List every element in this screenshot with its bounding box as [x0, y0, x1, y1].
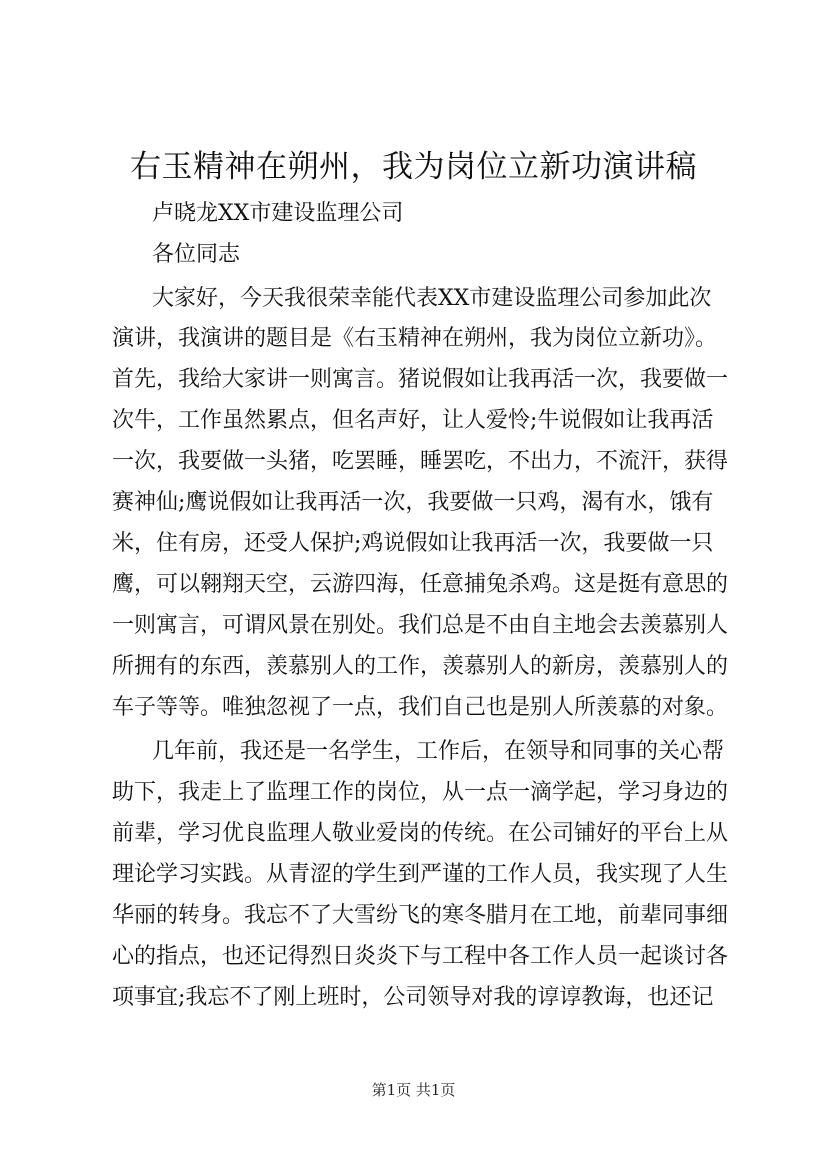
document-title: 右玉精神在朔州，我为岗位立新功演讲稿 — [130, 149, 697, 185]
paragraph-line: 米，住有房，还受人保护;鸡说假如让我再活一次，我要做一只 — [112, 531, 714, 556]
paragraph-line: 心的指点，也还记得烈日炎炎下与工程中各工作人员一起谈讨各 — [112, 944, 729, 969]
paragraph-line: 理论学习实践。从青涩的学生到严谨的工作人员，我实现了人生 — [112, 862, 729, 887]
paragraph-line: 项事宜;我忘不了刚上班时，公司领导对我的谆谆教诲，也还记 — [112, 985, 714, 1010]
paragraph-line: 华丽的转身。我忘不了大雪纷飞的寒冬腊月在工地，前辈同事细 — [112, 903, 729, 928]
paragraph-line: 一次，我要做一头猪，吃罢睡，睡罢吃，不出力，不流汗，获得 — [112, 449, 729, 474]
paragraph-line: 所拥有的东西，羡慕别人的工作，羡慕别人的新房，羡慕别人的 — [112, 654, 729, 679]
paragraph-line: 演讲，我演讲的题目是《右玉精神在朔州，我为岗位立新功》。 — [112, 326, 718, 351]
paragraph-line: 赛神仙;鹰说假如让我再活一次，我要做一只鸡，渴有水，饿有 — [112, 490, 714, 515]
paragraph-line: 前辈，学习优良监理人敬业爱岗的传统。在公司铺好的平台上从 — [112, 821, 729, 846]
greeting: 各位同志 — [152, 242, 241, 267]
paragraph-line: 助下，我走上了监理工作的岗位，从一点一滴学起，学习身边的 — [112, 780, 729, 805]
paragraph-line: 大家好，今天我很荣幸能代表XX市建设监理公司参加此次 — [152, 286, 712, 311]
paragraph-line: 一则寓言，可谓风景在别处。我们总是不由自主地会去羡慕别人 — [112, 613, 729, 638]
paragraph-line: 几年前，我还是一名学生，工作后，在领导和同事的关心帮 — [152, 739, 725, 764]
paragraph-line: 车子等等。唯独忽视了一点，我们自己也是别人所羡慕的对象。 — [112, 695, 729, 720]
page-footer: 第1页 共1页 — [371, 1081, 456, 1099]
paragraph-line: 次牛，工作虽然累点，但名声好，让人爱怜;牛说假如让我再活 — [112, 408, 714, 433]
paragraph-line: 鹰，可以翱翔天空，云游四海，任意捕兔杀鸡。这是挺有意思的 — [112, 572, 729, 597]
paragraph-line: 首先，我给大家讲一则寓言。猪说假如让我再活一次，我要做一 — [112, 367, 729, 392]
byline: 卢晓龙XX市建设监理公司 — [152, 201, 404, 226]
